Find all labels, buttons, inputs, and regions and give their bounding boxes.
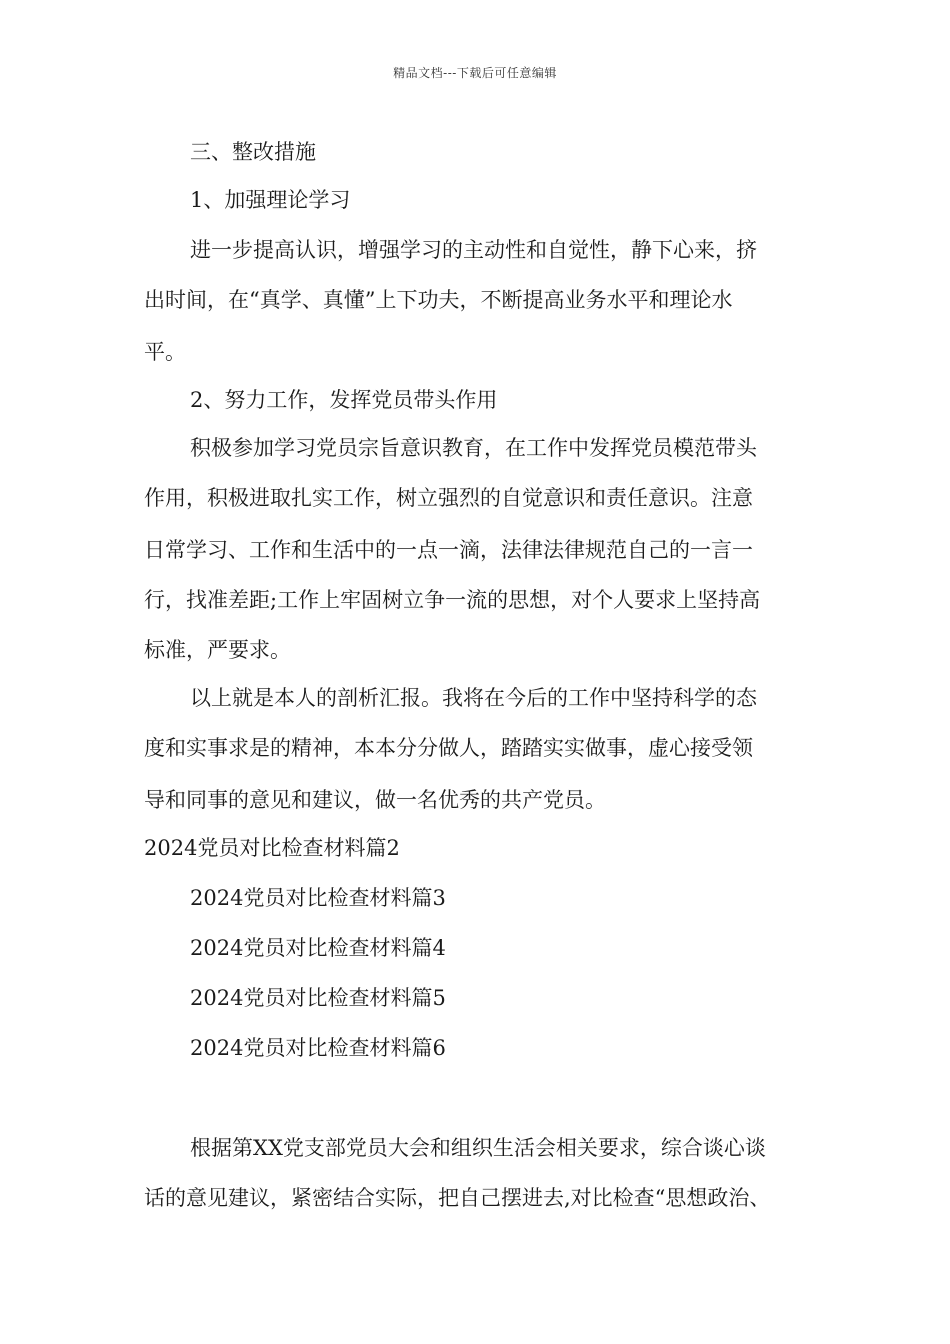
paragraph-line: 进一步提高认识，增强学习的主动性和自觉性，静下心来，挤 — [190, 238, 757, 262]
article-title: 2024党员对比检查材料篇6 — [190, 1036, 446, 1060]
paragraph-line: 积极参加学习党员宗旨意识教育，在工作中发挥党员模范带头 — [190, 436, 757, 460]
paragraph-line: 以上就是本人的剖析汇报。我将在今后的工作中坚持科学的态 — [190, 686, 757, 710]
paragraph-line: 根据第XX党支部党员大会和组织生活会相关要求，综合谈心谈 — [190, 1136, 766, 1160]
article-title: 2024党员对比检查材料篇3 — [190, 886, 446, 910]
subsection-heading: 1、加强理论学习 — [190, 188, 351, 212]
paragraph-line: 导和同事的意见和建议，做一名优秀的共产党员。 — [144, 788, 606, 812]
paragraph-line: 标准，严要求。 — [144, 638, 291, 662]
paragraph-line: 行，找准差距;工作上牢固树立争一流的思想，对个人要求上坚持高 — [144, 588, 761, 612]
article-title: 2024党员对比检查材料篇5 — [190, 986, 446, 1010]
page-header: 精品文档---下载后可任意编辑 — [393, 66, 557, 80]
paragraph-line: 度和实事求是的精神，本本分分做人，踏踏实实做事，虚心接受领 — [144, 736, 753, 760]
section-heading: 三、整改措施 — [190, 140, 316, 164]
subsection-heading: 2、努力工作，发挥党员带头作用 — [190, 388, 498, 412]
article-title: 2024党员对比检查材料篇2 — [144, 836, 400, 860]
paragraph-line: 平。 — [144, 340, 186, 364]
paragraph-line: 作用，积极进取扎实工作，树立强烈的自觉意识和责任意识。注意 — [144, 486, 753, 510]
paragraph-line: 出时间，在“真学、真懂”上下功夫，不断提高业务水平和理论水 — [144, 288, 733, 312]
paragraph-line: 日常学习、工作和生活中的一点一滴，法律法律规范自己的一言一 — [144, 538, 753, 562]
paragraph-line: 话的意见建议，紧密结合实际，把自己摆进去,对比检查“思想政治、 — [144, 1186, 771, 1210]
article-title: 2024党员对比检查材料篇4 — [190, 936, 446, 960]
